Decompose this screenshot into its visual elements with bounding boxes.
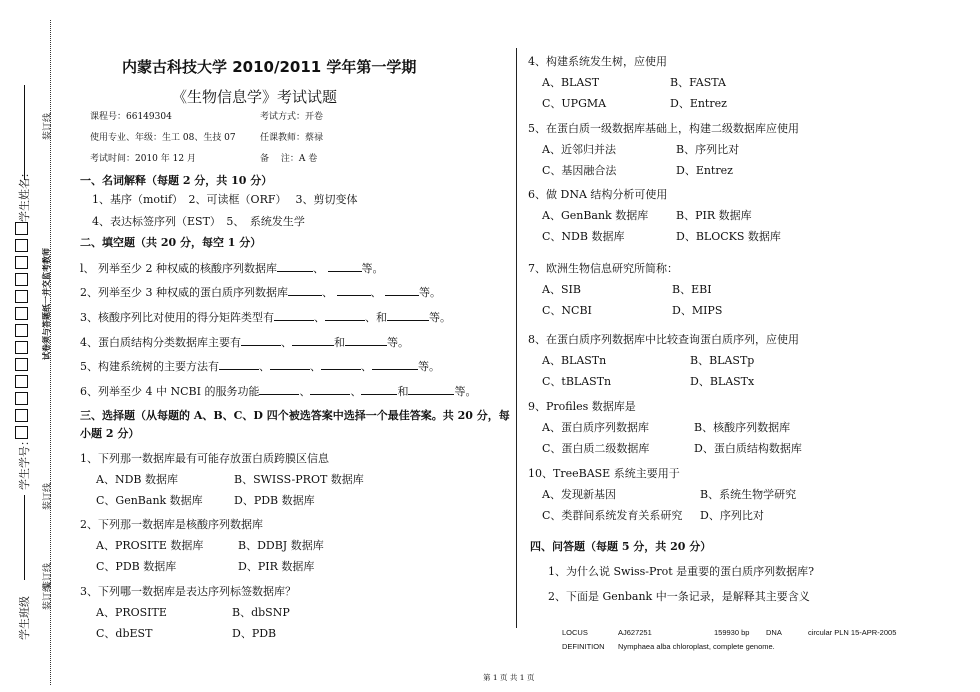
mc-option-b[interactable]: B、FASTA xyxy=(670,76,726,89)
exam-remark: 备 注：A 卷 xyxy=(260,154,318,164)
section3-title: 三、选择题（从每题的 A、B、C、D 四个被选答案中选择一个最佳答案。共 20 分，每 xyxy=(80,409,510,422)
mc-option-c[interactable]: C、GenBank 数据库 xyxy=(96,494,203,507)
mc-option-d[interactable]: D、MIPS xyxy=(672,304,723,317)
id-digit-box[interactable] xyxy=(15,426,28,439)
major-grade: 使用专业、年级：生工 08、生技 07 xyxy=(90,133,236,143)
answer-blank[interactable] xyxy=(310,384,350,395)
mc-question-10: 10、TreeBASE 系统主要用于 xyxy=(528,467,680,480)
mc-option-a[interactable]: A、GenBank 数据库 xyxy=(542,209,649,222)
answer-blank[interactable] xyxy=(408,384,454,395)
answer-blank[interactable] xyxy=(321,359,361,370)
mc-option-b[interactable]: B、系统生物学研究 xyxy=(700,488,797,501)
student-name-line xyxy=(24,85,25,180)
exam-mode: 考试方式：开卷 xyxy=(260,112,324,122)
mc-option-b[interactable]: B、EBI xyxy=(672,283,712,296)
genbank-definition-text: Nymphaea alba chloroplast, complete genome. xyxy=(618,642,775,651)
genbank-locus-rest: circular PLN 15-APR-2005 xyxy=(808,628,897,637)
mc-option-b[interactable]: B、DDBJ 数据库 xyxy=(238,539,324,552)
answer-blank[interactable] xyxy=(361,384,397,395)
id-digit-box[interactable] xyxy=(15,256,28,269)
exam-time: 考试时间：2010 年 12 月 xyxy=(90,154,196,164)
mc-option-d[interactable]: D、PIR 数据库 xyxy=(238,560,315,573)
teacher: 任课教师：蔡禄 xyxy=(260,133,324,143)
answer-blank[interactable] xyxy=(274,310,314,321)
answer-blank[interactable] xyxy=(372,359,418,370)
page-footer: 第 1 页 共 1 页 xyxy=(483,673,535,682)
answer-blank[interactable] xyxy=(325,310,365,321)
mc-question-7: 7、欧洲生物信息研究所简称： xyxy=(528,262,678,275)
id-digit-box[interactable] xyxy=(15,290,28,303)
mc-option-d[interactable]: D、序列比对 xyxy=(700,509,764,522)
mc-option-b[interactable]: B、PIR 数据库 xyxy=(676,209,752,222)
course-number: 课程号：66149304 xyxy=(90,112,172,122)
fill-question-5: 5、构建系统树的主要方法有 、 、 、 等。 xyxy=(80,360,440,373)
mc-option-b[interactable]: B、序列比对 xyxy=(676,143,740,156)
mc-question-8: 8、在蛋白质序列数据库中比较查询蛋白质序列，应使用 xyxy=(528,333,799,346)
column-separator xyxy=(516,48,517,628)
seal-text-3: 装订线 xyxy=(43,562,53,590)
binding-notice: 试卷须与答题纸一并交监考教师 xyxy=(41,248,51,360)
mc-option-c[interactable]: C、蛋白质二级数据库 xyxy=(542,442,650,455)
id-digit-box[interactable] xyxy=(15,307,28,320)
student-id-label: 学生学号： xyxy=(18,435,31,490)
id-digit-box[interactable] xyxy=(15,222,28,235)
mc-option-b[interactable]: B、SWISS-PROT 数据库 xyxy=(234,473,364,486)
genbank-locus-label: LOCUS xyxy=(562,628,588,637)
mc-option-c[interactable]: C、tBLASTn xyxy=(542,375,612,388)
mc-option-a[interactable]: A、NDB 数据库 xyxy=(96,473,178,486)
answer-blank[interactable] xyxy=(385,285,419,296)
essay-question-2: 2、下面是 Genbank 中一条记录，是解释其主要含义 xyxy=(548,590,810,603)
fill-question-6: 6、列举至少 4 中 NCBI 的服务功能 、 、 和 等。 xyxy=(80,385,477,398)
mc-option-c[interactable]: C、类群间系统发育关系研究 xyxy=(542,509,683,522)
id-digit-box[interactable] xyxy=(15,341,28,354)
answer-blank[interactable] xyxy=(328,261,362,272)
answer-blank[interactable] xyxy=(292,335,334,346)
genbank-locus-id: AJ627251 xyxy=(618,628,652,637)
fill-question-3: 3、核酸序列比对使用的得分矩阵类型有 、 、和 等。 xyxy=(80,311,451,324)
mc-option-a[interactable]: A、BLAST xyxy=(542,76,600,89)
section1-title: 一、名词解释（每题 2 分，共 10 分） xyxy=(80,174,273,187)
university-heading: 内蒙古科技大学 2010/2011 学年第一学期 xyxy=(122,58,417,76)
mc-option-a[interactable]: A、发现新基因 xyxy=(542,488,616,501)
mc-option-a[interactable]: A、PROSITE xyxy=(96,606,167,619)
answer-blank[interactable] xyxy=(277,261,313,272)
id-digit-box[interactable] xyxy=(15,239,28,252)
mc-option-c[interactable]: C、PDB 数据库 xyxy=(96,560,177,573)
mc-option-d[interactable]: D、PDB 数据库 xyxy=(234,494,315,507)
id-digit-box[interactable] xyxy=(15,409,28,422)
mc-option-d[interactable]: D、BLOCKS 数据库 xyxy=(676,230,781,243)
answer-blank[interactable] xyxy=(219,359,259,370)
student-class-label: 学生班级 xyxy=(18,596,31,640)
mc-option-d[interactable]: D、蛋白质结构数据库 xyxy=(694,442,802,455)
mc-question-3: 3、下列哪一数据库是表达序列标签数据库？ xyxy=(80,585,296,598)
section2-title: 二、填空题（共 20 分，每空 1 分） xyxy=(80,236,262,249)
mc-option-b[interactable]: B、dbSNP xyxy=(232,606,290,619)
answer-blank[interactable] xyxy=(288,285,322,296)
mc-question-6: 6、做 DNA 结构分析可使用 xyxy=(528,188,668,201)
answer-blank[interactable] xyxy=(270,359,310,370)
essay-question-1: 1、为什么说 Swiss-Prot 是重要的蛋白质序列数据库? xyxy=(548,565,815,578)
exam-title: 《生物信息学》考试试题 xyxy=(172,88,338,106)
mc-option-a[interactable]: A、BLASTn xyxy=(542,354,607,367)
id-digit-box[interactable] xyxy=(15,273,28,286)
fill-question-4: 4、蛋白质结构分类数据库主要有 、 和 等。 xyxy=(80,336,409,349)
mc-option-c[interactable]: C、基因融合法 xyxy=(542,164,617,177)
id-digit-box[interactable] xyxy=(15,324,28,337)
answer-blank[interactable] xyxy=(345,335,387,346)
genbank-locus-length: 159930 bp xyxy=(714,628,750,637)
seal-text-4: 装订线 xyxy=(43,582,53,610)
mc-question-1: 1、下列那一数据库最有可能存放蛋白质跨膜区信息 xyxy=(80,452,329,465)
id-digit-box[interactable] xyxy=(15,375,28,388)
mc-option-c[interactable]: C、UPGMA xyxy=(542,97,607,110)
answer-blank[interactable] xyxy=(337,285,371,296)
mc-question-9: 9、Profiles 数据库是 xyxy=(528,400,636,413)
answer-blank[interactable] xyxy=(241,335,281,346)
seal-text-1: 装订线 xyxy=(43,112,53,140)
mc-option-a[interactable]: A、蛋白质序列数据库 xyxy=(542,421,649,434)
mc-question-4: 4、构建系统发生树，应使用 xyxy=(528,55,667,68)
student-name-label: 学生姓名： xyxy=(18,167,31,222)
fill-question-1: l、 列举至少 2 种权威的核酸序列数据库 、 等。 xyxy=(80,262,384,275)
section4-title: 四、问答题（每题 5 分，共 20 分） xyxy=(530,540,712,553)
mc-option-a[interactable]: A、近邻归并法 xyxy=(542,143,616,156)
student-id-line xyxy=(24,495,25,580)
mc-option-b[interactable]: B、BLASTp xyxy=(690,354,755,367)
genbank-locus-type: DNA xyxy=(766,628,782,637)
mc-question-2: 2、下列那一数据库是核酸序列数据库 xyxy=(80,518,263,531)
mc-option-c[interactable]: C、NCBI xyxy=(542,304,592,317)
mc-option-a[interactable]: A、SIB xyxy=(542,283,581,296)
mc-option-a[interactable]: A、PROSITE 数据库 xyxy=(96,539,204,552)
mc-option-d[interactable]: D、BLASTx xyxy=(690,375,755,388)
answer-blank[interactable] xyxy=(387,310,429,321)
section3-title-cont: 小题 2 分） xyxy=(80,427,140,440)
answer-blank[interactable] xyxy=(259,384,299,395)
section1-line2: 4、表达标签序列（EST） 5、 系统发生学 xyxy=(92,215,305,228)
mc-option-c[interactable]: C、dbEST xyxy=(96,627,153,640)
mc-option-d[interactable]: D、Entrez xyxy=(670,97,727,110)
section1-line1: 1、基序（motif） 2、可读框（ORF） 3、剪切变体 xyxy=(92,193,358,206)
mc-option-c[interactable]: C、NDB 数据库 xyxy=(542,230,625,243)
mc-question-5: 5、在蛋白质一级数据库基础上，构建二级数据库应使用 xyxy=(528,122,799,135)
mc-option-d[interactable]: D、Entrez xyxy=(676,164,733,177)
mc-option-d[interactable]: D、PDB xyxy=(232,627,277,640)
id-digit-box[interactable] xyxy=(15,358,28,371)
id-digit-box[interactable] xyxy=(15,392,28,405)
mc-option-b[interactable]: B、核酸序列数据库 xyxy=(694,421,791,434)
fill-question-2: 2、列举至少 3 种权威的蛋白质序列数据库 、 、 等。 xyxy=(80,286,441,299)
seal-text-2: 装订线 xyxy=(43,482,53,510)
genbank-definition-label: DEFINITION xyxy=(562,642,605,651)
